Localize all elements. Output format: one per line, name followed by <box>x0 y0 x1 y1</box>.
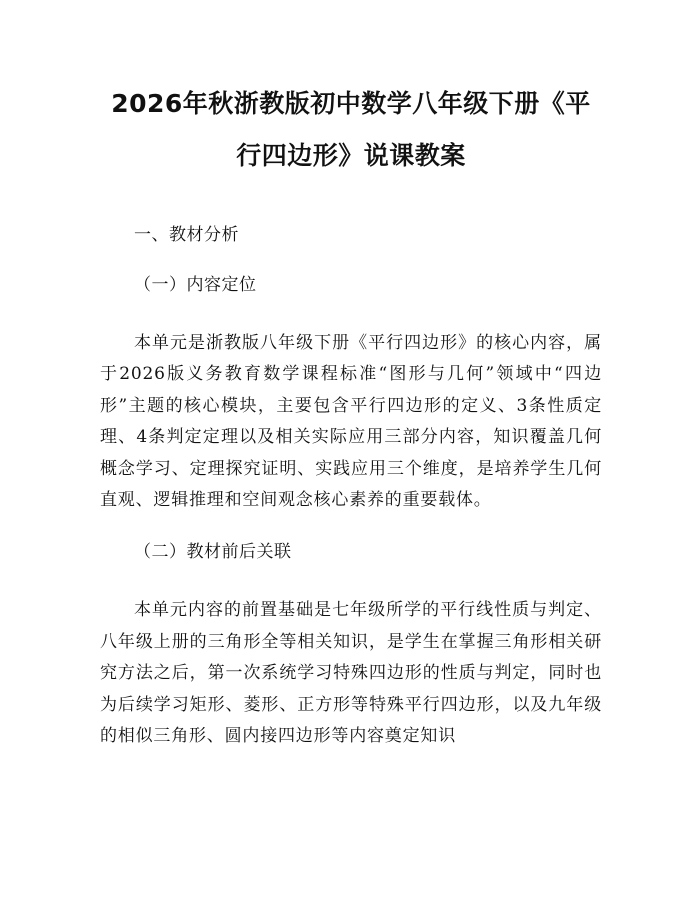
subsection-heading-content-positioning: （一）内容定位 <box>134 275 257 295</box>
document-title: 2026年秋浙教版初中数学八年级下册《平行四边形》说课教案 <box>111 89 591 170</box>
subsection-heading-textbook-connections: （二）教材前后关联 <box>134 542 292 563</box>
paragraph-textbook-connections: 本单元内容的前置基础是七年级所学的平行线性质与判定、八年级上册的三角形全等相关知识，是学生在掌握三角形相关研究方法之后，第一次系统学习特殊四边形的性质与判定，同时也为后续学习矩形、菱形、正方形等特殊平行四边形，以及九年级的相似三角形、圆内接四边形等内容奠定知识 <box>100 600 602 747</box>
section-heading-textbook-analysis: 一、教材分析 <box>134 225 239 245</box>
paragraph-content-positioning: 本单元是浙教版八年级下册《平行四边形》的核心内容，属于2026版义务教育数学课程标准“图形与几何”领域中“四边形”主题的核心模块，主要包含平行四边形的定义、3条性质定理、4条判定定理以及相关实际应用三部分内容，知识覆盖几何概念学习、定理探究证明、实践应用三个维度，是培养学生几何直观、逻辑推理和空间观念核心素养的重要载体。 <box>100 333 602 511</box>
